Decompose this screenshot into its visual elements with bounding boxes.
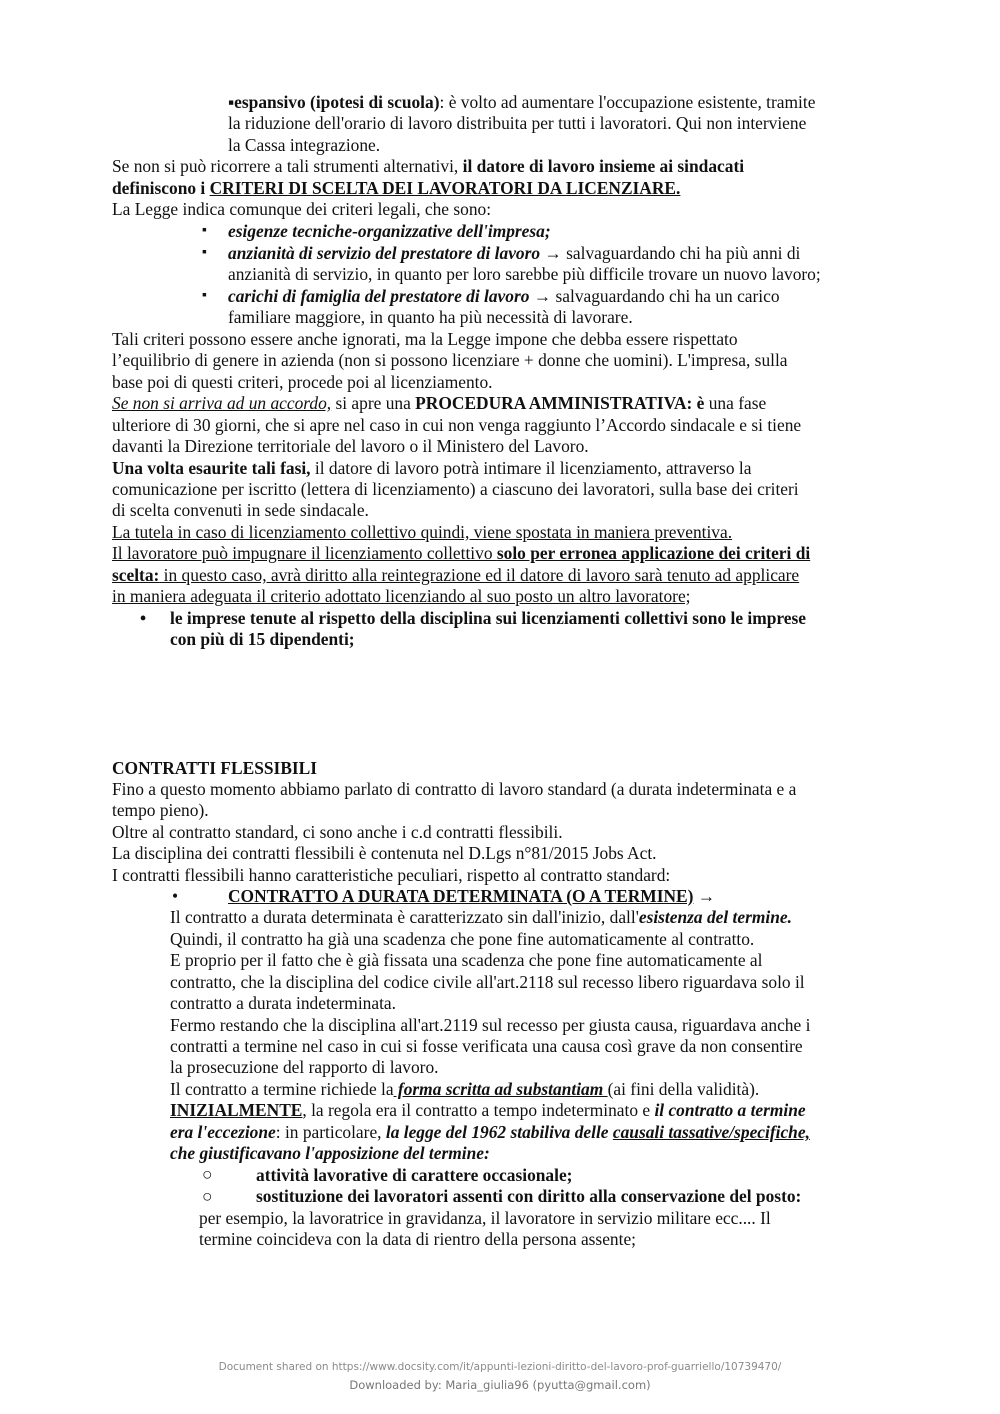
text-line: anzianità di servizio, in quanto per loro sarebbe più difficile trovare un nuovo lavoro; xyxy=(228,264,821,284)
text-line: La tutela in caso di licenziamento collettivo quindi, viene spostata in maniera preventiva. xyxy=(112,522,733,542)
text-line: La Legge indica comunque dei criteri legali, che sono: xyxy=(112,199,492,219)
text-line: Tali criteri possono essere anche ignorati, ma la Legge impone che debba essere rispettato xyxy=(112,329,738,349)
footer-downloaded-by: Downloaded by: Maria_giulia96 (pyutta@gmail.com) xyxy=(349,1378,651,1392)
criteri-heading: CRITERI DI SCELTA DEI LAVORATORI DA LICENZIARE. xyxy=(209,178,681,198)
text-line: la prosecuzione del rapporto di lavoro. xyxy=(170,1057,439,1077)
text-line: Se non si può ricorrere a tali strumenti alternativi, il datore di lavoro insieme ai sindacati xyxy=(112,156,745,176)
circle-bullet-icon: ○ xyxy=(202,1186,213,1206)
text-line: contratto a durata indeterminata. xyxy=(170,993,396,1013)
text-line: Fermo restando che la disciplina all'art.2119 sul recesso per giusta causa, riguardava anche i xyxy=(170,1015,811,1035)
text-line: definiscono i CRITERI DI SCELTA DEI LAVORATORI DA LICENZIARE. xyxy=(112,178,681,198)
text-line: in maniera adeguata il criterio adottato licenziando al suo posto un altro lavoratore; xyxy=(112,586,691,606)
text-line: contratto, che la disciplina del codice civile all'art.2118 sul recesso libero riguardava solo il xyxy=(170,972,805,992)
text-line: termine coincideva con la data di rientro della persona assente; xyxy=(199,1229,636,1249)
text-line: familiare maggiore, in quanto ha più necessità di lavorare. xyxy=(228,307,633,327)
list-item: attività lavorative di carattere occasionale; xyxy=(256,1165,573,1185)
text-line: comunicazione per iscritto (lettera di licenziamento) a ciascuno dei lavoratori, sulla base dei criteri xyxy=(112,479,799,499)
text-line: Oltre al contratto standard, ci sono anche i c.d contratti flessibili. xyxy=(112,822,563,842)
text-line: Quindi, il contratto ha già una scadenza che pone fine automaticamente al contratto. xyxy=(170,929,755,949)
subsection-heading: CONTRATTO A DURATA DETERMINATA (O A TERMINE) → xyxy=(228,886,716,906)
text-line: l’equilibrio di genere in azienda (non si possono licenziare + donne che uomini). L'impresa, sulla xyxy=(112,350,788,370)
text-line: E proprio per il fatto che è già fissata una scadenza che pone fine automaticamente al xyxy=(170,950,763,970)
list-item: anzianità di servizio del prestatore di lavoro → salvaguardando chi ha più anni di xyxy=(228,243,801,263)
text-line: che giustificavano l'apposizione del termine: xyxy=(170,1143,490,1163)
text-line: Una volta esaurite tali fasi, il datore di lavoro potrà intimare il licenziamento, attraverso la xyxy=(112,458,752,478)
text-line: di scelta convenuti in sede sindacale. xyxy=(112,500,369,520)
text-line: davanti la Direzione territoriale del lavoro o il Ministero del Lavoro. xyxy=(112,436,589,456)
text-line: ulteriore di 30 giorni, che si apre nel caso in cui non venga raggiunto l’Accordo sindacale e si tiene xyxy=(112,415,802,435)
list-item: le imprese tenute al rispetto della disciplina sui licenziamenti collettivi sono le imprese xyxy=(170,608,806,628)
text-line: scelta: in questo caso, avrà diritto alla reintegrazione ed il datore di lavoro sarà tenuto ad applicare xyxy=(112,565,800,585)
list-item: esigenze tecniche-organizzative dell'impresa; xyxy=(228,221,551,241)
text-line: Il contratto a termine richiede la forma scritta ad substantiam (ai fini della validità). xyxy=(170,1079,760,1099)
text-line: Il contratto a durata determinata è caratterizzato sin dall'inizio, dall'esistenza del termine. xyxy=(170,907,792,927)
square-bullet-icon: ▪ xyxy=(228,92,235,112)
footer-shared-link[interactable]: Document shared on https://www.docsity.com/it/appunti-lezioni-diritto-del-lavoro-prof-guarriello/10739470/ xyxy=(218,1361,782,1373)
text-line: contratti a termine nel caso in cui si fosse verificata una causa così grave da non consentire xyxy=(170,1036,803,1056)
text-line: tempo pieno). xyxy=(112,800,209,820)
text-line: la riduzione dell'orario di lavoro distribuita per tutti i lavoratori. Qui non interviene xyxy=(228,113,807,133)
list-item-espansivo: ▪espansivo (ipotesi di scuola): è volto ad aumentare l'occupazione esistente, tramite xyxy=(228,92,816,112)
text-line: INIZIALMENTE, la regola era il contratto a tempo indeterminato e il contratto a termine xyxy=(170,1100,806,1120)
list-item: carichi di famiglia del prestatore di lavoro → salvaguardando chi ha un carico xyxy=(228,286,780,306)
text-line: la Cassa integrazione. xyxy=(228,135,381,155)
section-heading: CONTRATTI FLESSIBILI xyxy=(112,758,318,778)
text-line: base poi di questi criteri, procede poi al licenziamento. xyxy=(112,372,493,392)
square-bullet-icon: ▪ xyxy=(202,288,207,303)
text-line: per esempio, la lavoratrice in gravidanza, il lavoratore in servizio militare ecc.... Il xyxy=(199,1208,771,1228)
round-bullet-icon: • xyxy=(140,608,147,628)
circle-bullet-icon: ○ xyxy=(202,1164,213,1184)
text-line: era l'eccezione: in particolare, la legge del 1962 stabiliva delle causali tassative/specifiche, xyxy=(170,1122,810,1142)
text-line: La disciplina dei contratti flessibili è contenuta nel D.Lgs n°81/2015 Jobs Act. xyxy=(112,843,657,863)
text-line: Se non si arriva ad un accordo, si apre una PROCEDURA AMMINISTRATIVA: è una fase xyxy=(112,393,767,413)
text-line: I contratti flessibili hanno caratteristiche peculiari, rispetto al contratto standard: xyxy=(112,865,671,885)
square-bullet-icon: ▪ xyxy=(202,245,207,260)
text-line: con più di 15 dipendenti; xyxy=(170,629,355,649)
square-bullet-icon: ▪ xyxy=(202,223,207,238)
text-line: Fino a questo momento abbiamo parlato di contratto di lavoro standard (a durata indeterminata e a xyxy=(112,779,797,799)
list-item: sostituzione dei lavoratori assenti con diritto alla conservazione del posto: xyxy=(256,1186,802,1206)
text-line: Il lavoratore può impugnare il licenziamento collettivo solo per erronea applicazione dei criteri di xyxy=(112,543,811,563)
round-bullet-icon: • xyxy=(172,886,179,906)
